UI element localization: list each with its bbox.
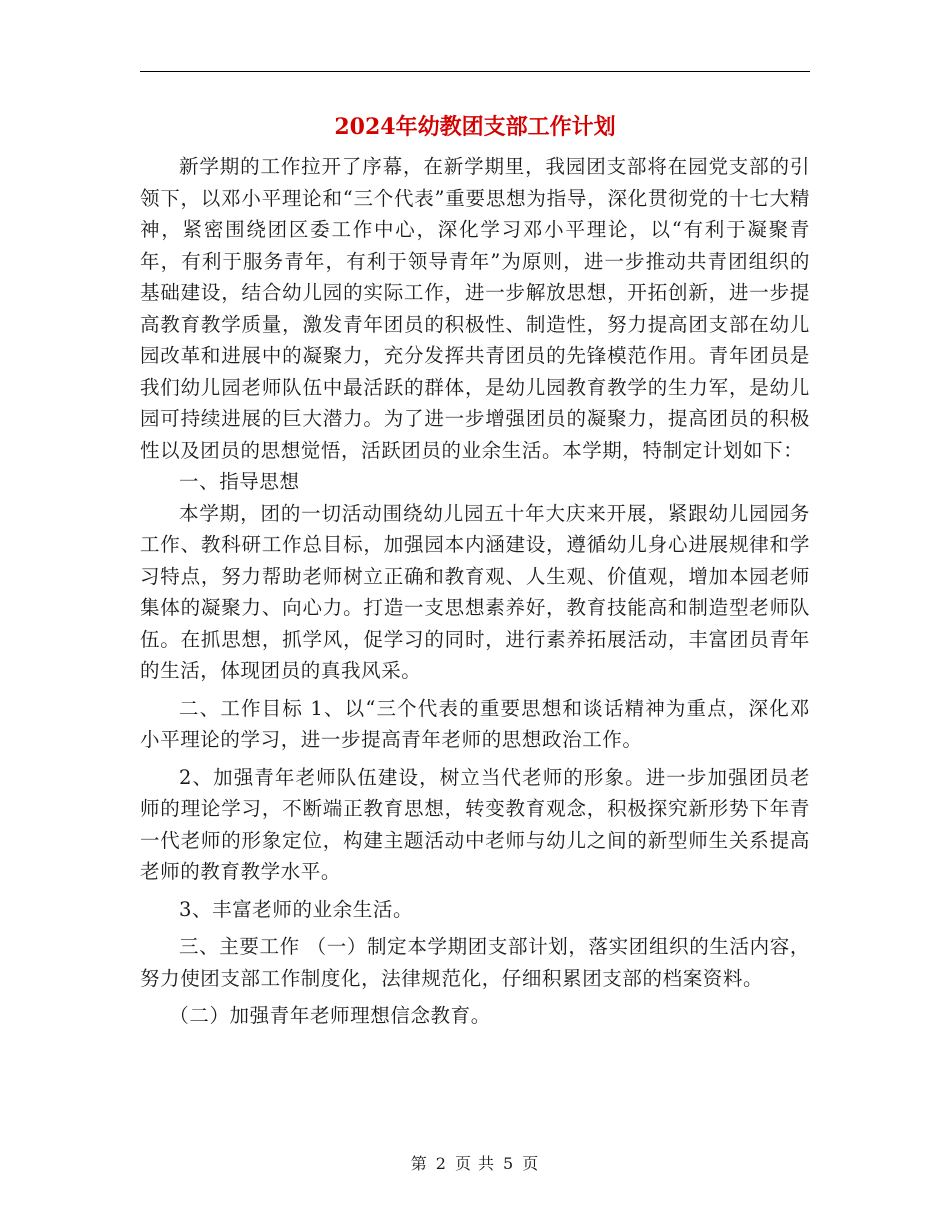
footer-total-pages: 5 — [503, 1154, 515, 1173]
paragraph-main-work-1: 三、主要工作 （一）制定本学期团支部计划，落实团组织的生活内容，努力使团支部工作制度化，法律规范化，仔细积累团支部的档案资料。 — [140, 935, 810, 990]
header-rule — [140, 71, 810, 72]
footer-current-page: 2 — [435, 1154, 447, 1173]
paragraph-work-goal-1: 二、工作目标 1、以“三个代表的重要思想和谈话精神为重点，深化邓小平理论的学习，进一步提高青年老师的思想政治工作。 — [140, 696, 810, 751]
footer-suffix: 页 — [522, 1154, 540, 1173]
paragraph-guiding-thought: 本学期，团的一切活动围绕幼儿园五十年大庆来开展，紧跟幼儿园园务工作、教科研工作总目标，加强园本内涵建设，遵循幼儿身心进展规律和学习特点，努力帮助老师树立正确和教育观、人生观、价值观，增加本园老师集体的凝聚力、向心力。打造一支思想素养好，教育技能高和制造型老师队伍。在抓思想，抓学风，促学习的同时，进行素养拓展活动，丰富团员青年的生活，体现团员的真我风采。 — [140, 501, 810, 682]
heading-guiding-thought: 一、指导思想 — [179, 470, 300, 493]
document-title: 2024年幼教团支部工作计划 — [334, 114, 616, 140]
page-footer — [140, 1152, 810, 1176]
paragraph-work-goal-2: 2、加强青年老师队伍建设，树立当代老师的形象。进一步加强团员老师的理论学习，不断端正教育思想，转变教育观念，积极探究新形势下年青一代老师的形象定位，构建主题活动中老师与幼儿之间的新型师生关系提高老师的教育教学水平。 — [140, 765, 810, 883]
footer-prefix: 第 — [410, 1154, 428, 1173]
paragraph-intro: 新学期的工作拉开了序幕，在新学期里，我园团支部将在园党支部的引领下，以邓小平理论和“三个代表”重要思想为指导，深化贯彻党的十七大精神，紧密围绕团区委工作中心，深化学习邓小平理论，以“有利于凝聚青年，有利于服务青年，有利于领导青年”为原则，进一步推动共青团组织的基础建设，结合幼儿园的实际工作，进一步解放思想，开拓创新，进一步提高教育教学质量，激发青年团员的积极性、制造性，努力提高团支部在幼儿园改革和进展中的凝聚力，充分发挥共青团员的先锋模范作用。青年团员是我们幼儿园老师队伍中最活跃的群体，是幼儿园教育教学的生力军，是幼儿园可持续进展的巨大潜力。为了进一步增强团员的凝聚力，提高团员的积极性以及团员的思想觉悟，活跃团员的业余生活。本学期，特制定计划如下： — [140, 155, 810, 462]
footer-middle: 页 共 — [454, 1154, 496, 1173]
paragraph-main-work-2: （二）加强青年老师理想信念教育。 — [169, 1004, 491, 1027]
paragraph-work-goal-3: 3、丰富老师的业余生活。 — [179, 897, 414, 921]
document-body — [140, 151, 810, 1032]
